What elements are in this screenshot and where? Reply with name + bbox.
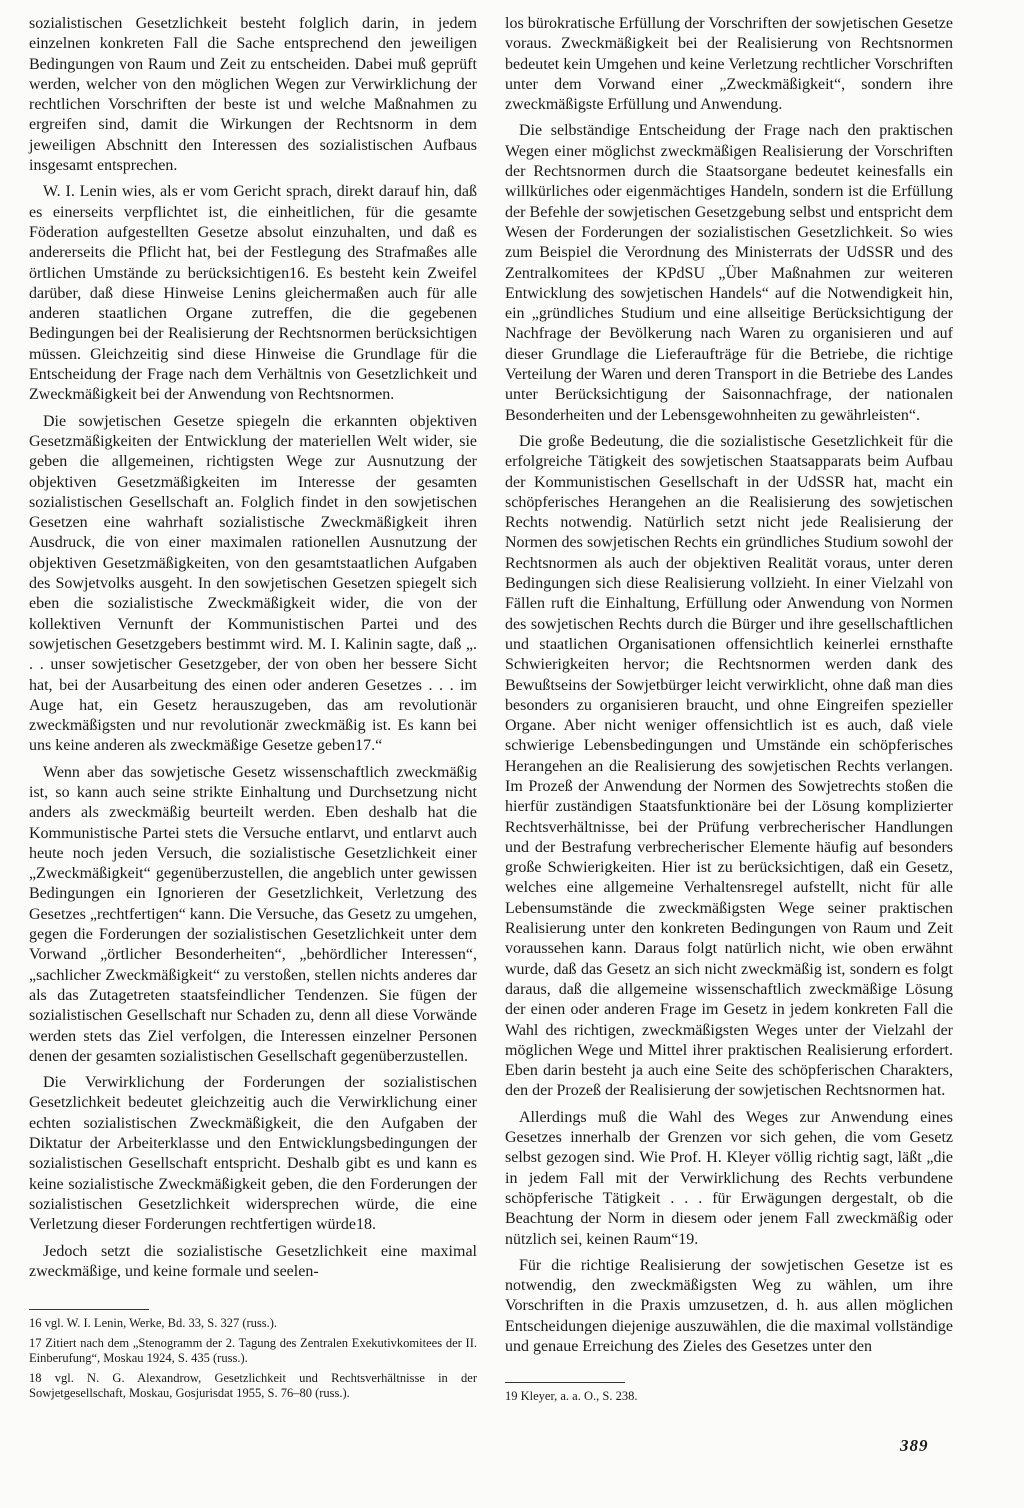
paragraph: los bürokratische Erfüllung der Vorschriften der sowjetischen Gesetze voraus. Zweckmäßigkeit bei der Realisierung von Rechtsnormen bedeutet kein Umgehen und keine Verletzung rechtlicher Vorschriften unter dem Vorwand einer „Zweckmäßigkeit“, sondern ihre zweckmäßigste Erfüllung und Anwendung. [505, 15, 953, 114]
paragraph: Für die richtige Realisierung der sowjetischen Gesetze ist es notwendig, den zweckmäßigsten Weg zu wählen, um ihre Vorschriften in die Praxis umzusetzen, d. h. aus allen möglichen Entscheidungen diejenige auszuwählen, die die maximal vollständige und genaue Erreichung des Zieles des Gesetzes unter den [505, 1256, 953, 1355]
paragraph: Die sowjetischen Gesetze spiegeln die erkannten objektiven Gesetzmäßigkeiten der Entwicklung der materiellen Welt wider, sie geben die allgemeinen, richtigsten Wege zur Ausnutzung der objektiven Gesetzmäßigkeiten im Interesse der gesamten sozialistischen Gesellschaft an. Folglich findet in den sowjetischen Gesetzen eine wahrhaft sozialistische Zweckmäßigkeit ihren Ausdruck, die von einer maximalen rationellen Ausnutzung der objektiven Gesetzmäßigkeiten, von den gesamtstaatlichen Aufgaben des Sowjetvolks ausgeht. In den sowjetischen Gesetzen spiegelt sich eben die sozialistische Zweckmäßigkeit wider, die von der kollektiven Vernunft der Kommunistischen Partei und des sowjetischen Gesetzgebers bestimmt wird. M. I. Kalinin sagte, daß „. . . unser sowjetischer Gesetzgeber, der von oben her bessere Sicht hat, bei der Ausarbeitung des einen oder anderen Gesetzes . . . im Auge hat, ein Gesetz herauszugeben, das am revolutionär zweckmäßigsten und nur revolutionär zweckmäßig ist. Es kann bei uns keine anderen als zweckmäßige Gesetze geben17.“ [29, 412, 477, 755]
footnote-17: 17 Zitiert nach dem „Stenogramm der 2. Tagung des Zentralen Exekutivkomitees der II. Einberufung“, Moskau 1924, S. 435 (russ.). [29, 1335, 477, 1365]
left-footnotes [29, 1301, 477, 1406]
footnote-16: 16 vgl. W. I. Lenin, Werke, Bd. 33, S. 327 (russ.). [29, 1316, 278, 1330]
footnote-divider [29, 1309, 149, 1310]
paragraph: Allerdings muß die Wahl des Weges zur Anwendung eines Gesetzes innerhalb der Grenzen vor sich gehen, die vom Gesetz selbst gezogen sind. Wie Prof. H. Kleyer völlig richtig sagt, läßt „die in jedem Fall mit der Verwirklichung des Rechts verbundene schöpferische Tätigkeit . . . für Erwägungen dergestalt, ob die Beachtung der Norm in diesem oder jenem Fall zweckmäßig oder nützlich sei, keinen Raum“19. [505, 1108, 953, 1248]
paragraph: Wenn aber das sowjetische Gesetz wissenschaftlich zweckmäßig ist, so kann auch seine strikte Einhaltung und Durchsetzung nicht anders als zweckmäßig beurteilt werden. Eben deshalb hat die Kommunistische Partei stets die Versuche entlarvt, und entlarvt auch heute noch jeden Versuch, die sozialistische Gesetzlichkeit einer „Zweckmäßigkeit“ gegenüberzustellen, die angeblich unter gewissen Bedingungen ein Ignorieren der Gesetzlichkeit, Verletzung des Gesetzes „rechtfertigen“ kann. Die Versuche, das Gesetz zu umgehen, gegen die Forderungen der sozialistischen Gesetzlichkeit unter dem Vorwand „örtlicher Besonderheiten“, „behördlicher Interessen“, „sachlicher Zweckmäßigkeit“ zu verstoßen, stellen nichts anderes dar als das Zutagetreten staatsfeindlicher Tendenzen. Sie fügen der sozialistischen Gesellschaft nur Schaden zu, denn all diese Vorwände werden stets das Ziel verfolgen, die Interessen einzelner Personen denen der gesamten sozialistischen Gesellschaft gegenüberzustellen. [29, 763, 477, 1065]
paragraph: Die selbständige Entscheidung der Frage nach den praktischen Wegen einer möglichst zweckmäßigen Realisierung der Vorschriften der Rechtsnormen durch die Staatsorgane bedeutet keinesfalls ein willkürliches oder eigenmächtiges Handeln, sondern ist die Erfüllung der Befehle der sowjetischen Gesetzgebung selbst und entspricht dem Wesen der Forderungen der sozialistischen Gesetzlichkeit. So wies zum Beispiel die Verordnung des Ministerrats der UdSSR und des Zentralkomitees der KPdSU „Über Maßnahmen zur weiteren Entwicklung des sowjetischen Handels“ auf die Notwendigkeit hin, ein „gründliches Studium und eine allseitige Berücksichtigung der Nachfrage der Bevölkerung nach Waren zu organisieren und auf dieser Grundlage die Lieferaufträge für die Betriebe, die richtige Verteilung der Waren und deren Transport in die Betriebe des Landes unter Berücksichtigung der Saisonnachfrage, der nationalen Besonderheiten und der Lebensgewohnheiten zu gewährleisten“. [505, 122, 953, 424]
paragraph: Jedoch setzt die sozialistische Gesetzlichkeit eine maximal zweckmäßige, und keine formale und seelen- [29, 1242, 477, 1280]
left-column [29, 14, 477, 1282]
right-footnotes [505, 1374, 953, 1409]
paragraph: Die große Bedeutung, die die sozialistische Gesetzlichkeit für die erfolgreiche Tätigkeit des sowjetischen Staatsapparats beim Aufbau der Kommunistischen Gesellschaft in der UdSSR hat, macht ein schöpferisches Herangehen an die Realisierung des sowjetischen Rechts notwendig. Natürlich setzt nicht jede Realisierung der Normen des sowjetischen Rechts ein gründliches Studium sowohl der Rechtsnormen als auch der objektiven Realität voraus, unter deren Bedingungen sich diese Realisierung vollzieht. In einer Vielzahl von Fällen ruft die Einhaltung, Erfüllung oder Anwendung von Normen des sowjetischen Rechts durch die Bürger und ihre gesellschaftlichen und staatlichen Organisationen offensichtlich keinerlei ernsthafte Schwierigkeiten hervor; die Rechtsnormen werden dank des Bewußtseins der Sowjetbürger leicht verwirklicht, ohne daß man dies besonders zu organisieren braucht, und ohne Eingreifen spezieller Organe. Aber nicht weniger offensichtlich ist es auch, daß viele schwierige Lebensbedingungen und Umstände ein schöpferisches Herangehen an die Realisierung des sowjetischen Rechts verlangen. Im Prozeß der Anwendung der Normen des Sowjetrechts stoßen die hierfür zuständigen Staatsfunktionäre bei der Lösung komplizierter Rechtsverhältnisse, bei der Prüfung verbrecherischer Handlungen und der Bestrafung verbrecherischer Elemente häufig auf besonders große Schwierigkeiten. Hier ist zu berücksichtigen, daß ein Gesetz, welches eine allgemeine Verhaltensregel aufstellt, nicht für alle Lebensumstände die zweckmäßigsten Wege seiner praktischen Realisierung unter den konkreten Bedingungen von Raum und Zeit voraussehen kann. Daraus folgt natürlich nicht, wie oben erwähnt wurde, daß das Gesetz an sich nicht zweckmäßig ist, sondern es folgt daraus, daß die allgemeine wissenschaftlich zweckmäßige Lösung der einen oder anderen Frage im Gesetz in jedem konkreten Fall die Wahl des richtigen, zweckmäßigsten Weges unter der Vielzahl der möglichen Wege und Mittel ihrer praktischen Realisierung erfordert. Eben darin besteht ja auch eine Seite des schöpferischen Charakters, den der Prozeß der Realisierung der sowjetischen Rechtsnormen hat. [505, 432, 953, 1100]
footnote-18: 18 vgl. N. G. Alexandrow, Gesetzlichkeit und Rechtsverhältnisse in der Sowjetgesellschaft, Moskau, Gosjurisdat 1955, S. 76–80 (russ.). [29, 1370, 477, 1400]
paragraph: W. I. Lenin wies, als er vom Gericht sprach, direkt darauf hin, daß es einerseits verpflichtet ist, die einheitlichen, für die gesamte Föderation aufgestellten Gesetze absolut einzuhalten, und daß es andererseits die Pflicht hat, bei der Festlegung des Strafmaßes alle örtlichen Umstände zu berücksichtigen16. Es besteht kein Zweifel darüber, daß diese Hinweise Lenins gleichermaßen auch für alle anderen staatlichen Organe zutreffen, die die gegebenen Bedingungen bei der Realisierung der Rechtsnormen berücksichtigen müssen. Gleichzeitig sind diese Hinweise die Grundlage für die Entscheidung der Frage nach dem Verhältnis von Gesetzlichkeit und Zweckmäßigkeit bei der Anwendung von Rechtsnormen. [29, 183, 477, 404]
paragraph: Die Verwirklichung der Forderungen der sozialistischen Gesetzlichkeit bedeutet gleichzeitig auch die Verwirklichung einer echten sozialistischen Zweckmäßigkeit, die den Aufgaben der Diktatur der Arbeiterklasse und den Entwicklungsbedingungen der sozialistischen Gesellschaft entspricht. Deshalb gibt es und kann es keine sozialistische Zweckmäßigkeit geben, die den Forderungen der sozialistischen Gesetzlichkeit widersprechen würde, die eine Verletzung dieser Forderungen rechtfertigen würde18. [29, 1074, 477, 1234]
footnote-divider [505, 1382, 625, 1383]
page-number: 389 [900, 1436, 929, 1455]
paragraph: sozialistischen Gesetzlichkeit besteht folglich darin, in jedem einzelnen konkreten Fall die Sache entsprechend den jeweiligen Bedingungen von Raum und Zeit zu entscheiden. Dabei muß geprüft werden, welcher von den möglichen Wegen zur Verwirklichung der rechtlichen Vorschriften der beste ist und welche Maßnahmen zu ergreifen sind, damit die Wirkungen der Rechtsnorm in dem jeweiligen Abschnitt den Interessen des sozialistischen Aufbaus insgesamt entsprechen. [29, 15, 477, 175]
footnote-19: 19 Kleyer, a. a. O., S. 238. [505, 1389, 638, 1403]
right-column [505, 14, 953, 1357]
